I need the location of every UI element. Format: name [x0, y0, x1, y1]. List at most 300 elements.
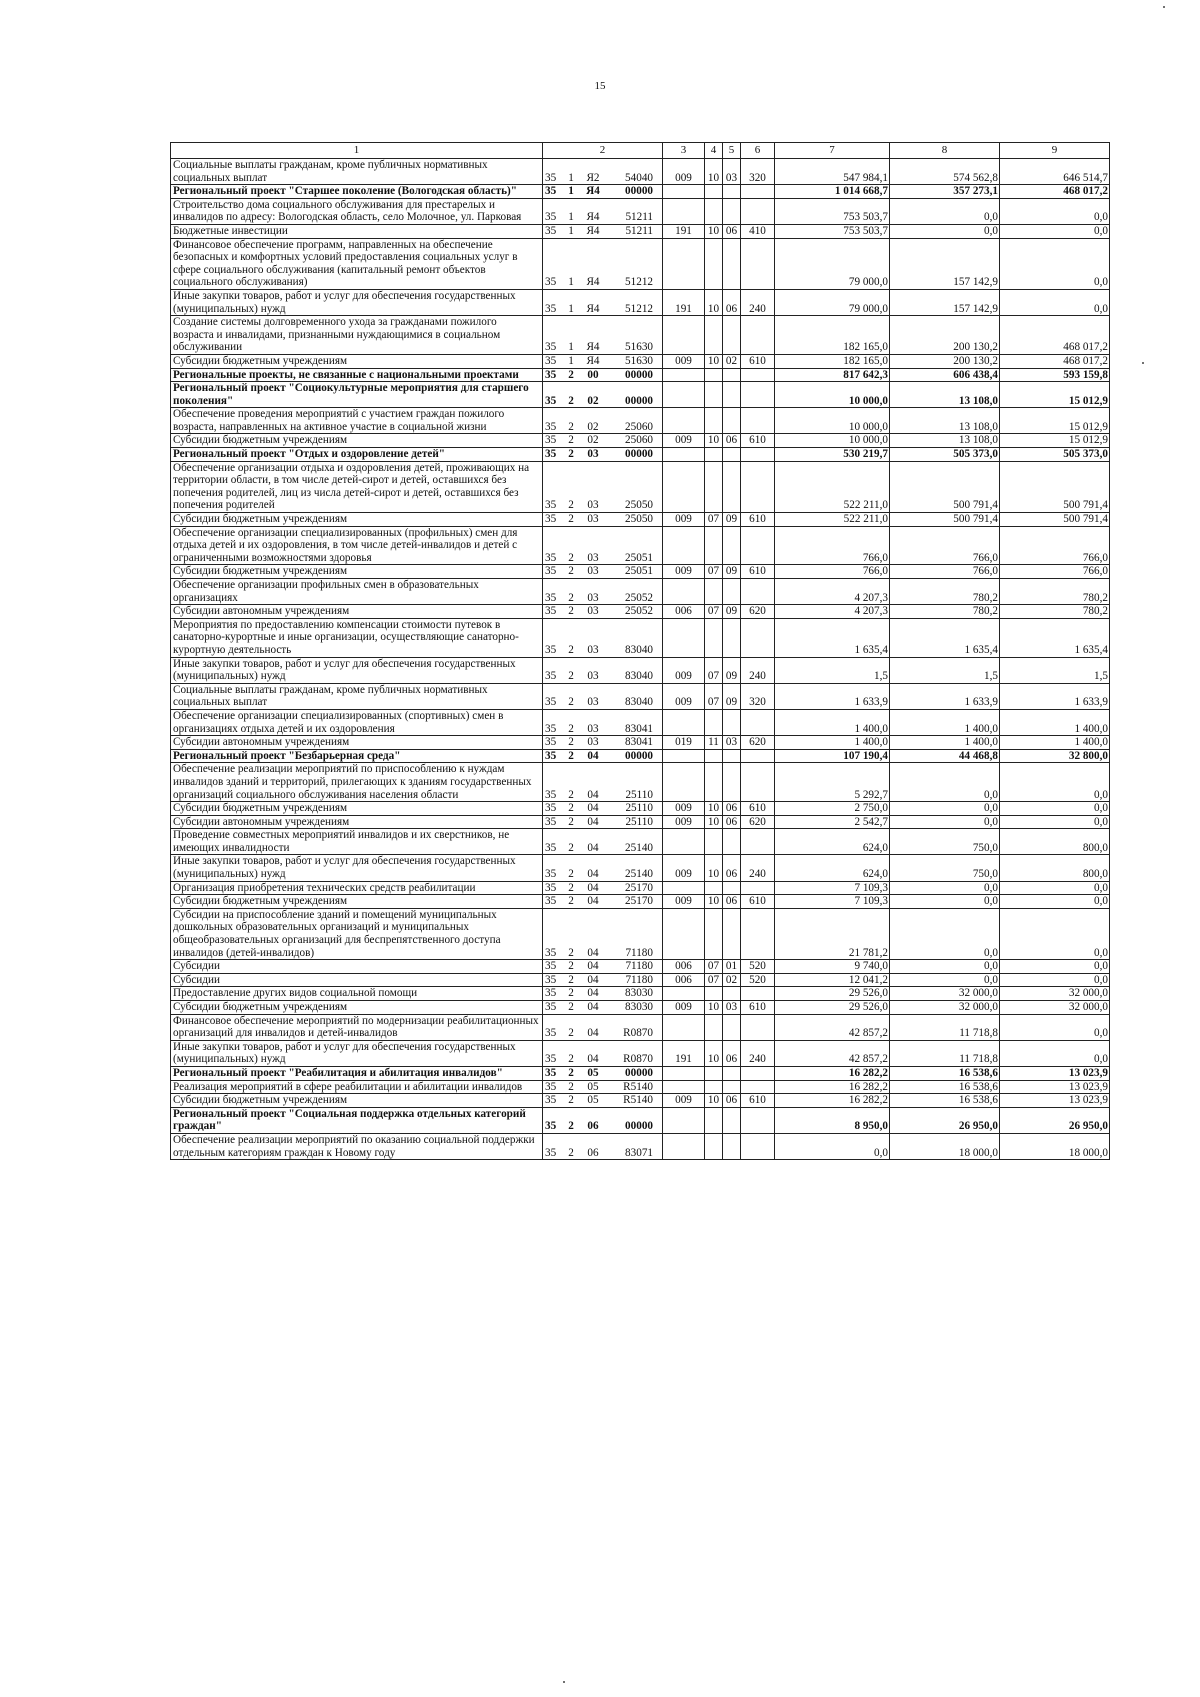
target-article-code-cell	[543, 802, 663, 816]
year3-amount-cell: 800,0	[1000, 855, 1110, 881]
subsection-cell	[723, 198, 741, 224]
expense-type-cell: 610	[741, 895, 775, 909]
table-row	[171, 448, 1110, 462]
row-name-cell: Организация приобретения технических средств реабилитации	[171, 881, 543, 895]
table-row	[171, 1001, 1110, 1015]
year3-amount-cell: 0,0	[1000, 895, 1110, 909]
row-name-cell: Региональный проект "Отдых и оздоровление детей"	[171, 448, 543, 462]
expense-type-cell	[741, 526, 775, 565]
grbs-cell: 191	[663, 1040, 705, 1066]
target-article-code-cell	[543, 224, 663, 238]
year1-amount-cell: 29 526,0	[775, 987, 890, 1001]
year1-amount-cell: 10 000,0	[775, 408, 890, 434]
year2-amount-cell: 1,5	[890, 657, 1000, 683]
table-row	[171, 368, 1110, 382]
subsection-cell	[723, 749, 741, 763]
year2-amount-cell: 157 142,9	[890, 289, 1000, 315]
section-cell: 10	[705, 1094, 723, 1108]
code-part: 2	[568, 1066, 574, 1079]
code-part: 03	[587, 696, 599, 709]
year1-amount-cell: 1 014 668,7	[775, 185, 890, 199]
code-part: Я4	[586, 341, 600, 354]
grbs-cell	[663, 709, 705, 735]
table-row	[171, 1040, 1110, 1066]
table-row	[171, 618, 1110, 657]
code-part: 2	[568, 815, 574, 828]
table-row	[171, 382, 1110, 408]
section-cell: 07	[705, 513, 723, 527]
code-part: 25060	[625, 434, 653, 447]
row-name-cell: Региональный проект "Безбарьерная среда"	[171, 749, 543, 763]
year1-amount-cell: 766,0	[775, 565, 890, 579]
year2-amount-cell: 505 373,0	[890, 448, 1000, 462]
code-part: 35	[545, 434, 557, 447]
code-part: 35	[545, 788, 557, 801]
year3-amount-cell: 32 800,0	[1000, 749, 1110, 763]
subsection-cell: 06	[723, 1040, 741, 1066]
year2-amount-cell: 32 000,0	[890, 987, 1000, 1001]
target-article-code-cell	[543, 908, 663, 959]
code-part: 35	[545, 420, 557, 433]
expense-type-cell	[741, 908, 775, 959]
row-name-cell: Субсидии на приспособление зданий и помещений муниципальных дошкольных образовательных организаций и муниципальных общеобразовательных организаций для беспрепятственного доступа инвалидов (детей-инвалидов)	[171, 908, 543, 959]
grbs-cell: 009	[663, 657, 705, 683]
subsection-cell	[723, 987, 741, 1001]
subsection-cell: 06	[723, 815, 741, 829]
code-part: 35	[545, 881, 557, 894]
grbs-cell: 009	[663, 159, 705, 185]
year2-amount-cell: 18 000,0	[890, 1133, 1000, 1159]
year3-amount-cell: 780,2	[1000, 605, 1110, 619]
row-name-cell: Субсидии автономным учреждениям	[171, 736, 543, 750]
code-part: 04	[587, 815, 599, 828]
code-part: 35	[545, 1001, 557, 1013]
target-article-code-cell	[543, 1107, 663, 1133]
code-part: 05	[587, 1080, 599, 1093]
row-name-cell: Финансовое обеспечение мероприятий по модернизации реабилитационных организаций для инвалидов и детей-инвалидов	[171, 1014, 543, 1040]
code-part: 35	[545, 960, 557, 973]
subsection-cell	[723, 461, 741, 512]
year3-amount-cell: 32 000,0	[1000, 987, 1110, 1001]
code-part: 03	[587, 670, 599, 683]
year1-amount-cell: 2 542,7	[775, 815, 890, 829]
section-cell: 10	[705, 815, 723, 829]
expense-type-cell: 610	[741, 1001, 775, 1015]
row-name-cell: Иные закупки товаров, работ и услуг для обеспечения государственных (муниципальных) нужд	[171, 855, 543, 881]
target-article-code-cell	[543, 815, 663, 829]
subsection-cell	[723, 1107, 741, 1133]
column-header: 6	[741, 143, 775, 159]
year2-amount-cell: 500 791,4	[890, 513, 1000, 527]
year3-amount-cell: 780,2	[1000, 579, 1110, 605]
year3-amount-cell: 468 017,2	[1000, 185, 1110, 199]
year1-amount-cell: 29 526,0	[775, 1001, 890, 1015]
subsection-cell	[723, 448, 741, 462]
section-cell	[705, 368, 723, 382]
year3-amount-cell: 0,0	[1000, 1040, 1110, 1066]
table-row	[171, 159, 1110, 185]
subsection-cell: 06	[723, 1094, 741, 1108]
expense-type-cell: 610	[741, 354, 775, 368]
expense-type-cell: 610	[741, 1094, 775, 1108]
code-part: 25050	[625, 513, 653, 526]
table-row	[171, 198, 1110, 224]
year3-amount-cell: 18 000,0	[1000, 1133, 1110, 1159]
code-part: R5140	[623, 1080, 653, 1093]
code-part: 25110	[625, 815, 653, 828]
code-part: 03	[587, 499, 599, 512]
year2-amount-cell: 13 108,0	[890, 382, 1000, 408]
year3-amount-cell: 766,0	[1000, 565, 1110, 579]
code-part: 2	[568, 749, 574, 762]
column-header: 7	[775, 143, 890, 159]
row-name-cell: Региональный проект "Социокультурные мероприятия для старшего поколения"	[171, 382, 543, 408]
code-part: 71180	[625, 973, 653, 986]
code-part: 2	[568, 368, 574, 381]
target-article-code-cell	[543, 238, 663, 289]
table-row	[171, 565, 1110, 579]
section-cell	[705, 908, 723, 959]
grbs-cell	[663, 1133, 705, 1159]
section-cell: 07	[705, 973, 723, 987]
year1-amount-cell: 1 400,0	[775, 709, 890, 735]
year3-amount-cell: 0,0	[1000, 960, 1110, 974]
year1-amount-cell: 16 282,2	[775, 1066, 890, 1080]
row-name-cell: Обеспечение реализации мероприятий по приспособлению к нуждам инвалидов зданий и территорий, прилегающих к зданиям государственных организаций социального обслуживания населения области	[171, 763, 543, 802]
section-cell	[705, 579, 723, 605]
code-part: 2	[568, 696, 574, 709]
column-header: 9	[1000, 143, 1110, 159]
target-article-code-cell	[543, 1001, 663, 1015]
row-name-cell: Иные закупки товаров, работ и услуг для обеспечения государственных (муниципальных) нужд	[171, 657, 543, 683]
code-part: 2	[568, 420, 574, 433]
grbs-cell	[663, 198, 705, 224]
code-part: 35	[545, 302, 557, 315]
code-part: 35	[545, 946, 557, 959]
table-row	[171, 973, 1110, 987]
code-part: 2	[568, 565, 574, 578]
year2-amount-cell: 13 108,0	[890, 434, 1000, 448]
code-part: 02	[587, 420, 599, 433]
code-part: 35	[545, 394, 557, 407]
year1-amount-cell: 753 503,7	[775, 198, 890, 224]
code-part: 35	[545, 1094, 557, 1107]
code-part: 1	[568, 185, 574, 198]
section-cell	[705, 1133, 723, 1159]
year3-amount-cell: 1 633,9	[1000, 683, 1110, 709]
row-name-cell: Обеспечение организации специализированных (профильных) смен для отдыха детей и их оздоровления, в том числе детей-инвалидов и детей с ограниченными возможностями здоровья	[171, 526, 543, 565]
year3-amount-cell: 646 514,7	[1000, 159, 1110, 185]
code-part: 25052	[625, 591, 653, 604]
section-cell: 10	[705, 159, 723, 185]
code-part: 2	[568, 434, 574, 447]
table-row	[171, 513, 1110, 527]
year2-amount-cell: 0,0	[890, 224, 1000, 238]
code-part: 25110	[625, 802, 653, 815]
year3-amount-cell: 468 017,2	[1000, 316, 1110, 355]
code-part: 03	[587, 605, 599, 618]
target-article-code-cell	[543, 618, 663, 657]
year3-amount-cell: 1 400,0	[1000, 736, 1110, 750]
row-name-cell: Субсидии бюджетным учреждениям	[171, 802, 543, 816]
table-row	[171, 657, 1110, 683]
year2-amount-cell: 780,2	[890, 605, 1000, 619]
target-article-code-cell	[543, 605, 663, 619]
code-part: 25140	[625, 868, 653, 881]
code-part: 35	[545, 513, 557, 526]
code-part: 25140	[625, 841, 653, 854]
code-part: 03	[587, 591, 599, 604]
year1-amount-cell: 9 740,0	[775, 960, 890, 974]
code-part: 00000	[625, 1066, 653, 1079]
grbs-cell: 009	[663, 802, 705, 816]
section-cell	[705, 448, 723, 462]
code-part: 2	[568, 736, 574, 749]
section-cell	[705, 461, 723, 512]
year2-amount-cell: 0,0	[890, 802, 1000, 816]
section-cell	[705, 1080, 723, 1094]
code-part: 1	[568, 354, 574, 367]
code-part: 2	[568, 802, 574, 815]
code-part: 35	[545, 551, 557, 564]
code-part: 35	[545, 749, 557, 762]
year1-amount-cell: 4 207,3	[775, 605, 890, 619]
year1-amount-cell: 79 000,0	[775, 289, 890, 315]
expense-type-cell: 320	[741, 159, 775, 185]
grbs-cell	[663, 185, 705, 199]
grbs-cell: 009	[663, 565, 705, 579]
code-part: 35	[545, 987, 557, 1000]
year2-amount-cell: 500 791,4	[890, 461, 1000, 512]
code-part: 2	[568, 722, 574, 735]
year2-amount-cell: 11 718,8	[890, 1040, 1000, 1066]
code-part: 04	[587, 841, 599, 854]
target-article-code-cell	[543, 579, 663, 605]
code-part: 2	[568, 960, 574, 973]
year3-amount-cell: 766,0	[1000, 526, 1110, 565]
code-part: 25050	[625, 499, 653, 512]
code-part: Я4	[586, 211, 600, 224]
section-cell: 10	[705, 855, 723, 881]
table-row	[171, 1066, 1110, 1080]
expense-type-cell: 610	[741, 565, 775, 579]
code-part: 35	[545, 696, 557, 709]
code-part: Я4	[586, 354, 600, 367]
grbs-cell: 009	[663, 855, 705, 881]
year2-amount-cell: 0,0	[890, 881, 1000, 895]
expense-type-cell	[741, 316, 775, 355]
subsection-cell	[723, 579, 741, 605]
expense-type-cell	[741, 1107, 775, 1133]
subsection-cell: 02	[723, 354, 741, 368]
code-part: 35	[545, 1066, 557, 1079]
section-cell	[705, 763, 723, 802]
section-cell	[705, 382, 723, 408]
year3-amount-cell: 13 023,9	[1000, 1066, 1110, 1080]
section-cell	[705, 709, 723, 735]
year2-amount-cell: 1 400,0	[890, 736, 1000, 750]
code-part: 83071	[625, 1146, 653, 1159]
column-header: 1	[171, 143, 543, 159]
year2-amount-cell: 11 718,8	[890, 1014, 1000, 1040]
year3-amount-cell: 0,0	[1000, 224, 1110, 238]
year1-amount-cell: 10 000,0	[775, 382, 890, 408]
code-part: 83040	[625, 643, 653, 656]
year3-amount-cell: 0,0	[1000, 238, 1110, 289]
code-part: 2	[568, 643, 574, 656]
code-part: 51212	[625, 276, 653, 289]
grbs-cell: 009	[663, 683, 705, 709]
grbs-cell	[663, 1014, 705, 1040]
column-header: 3	[663, 143, 705, 159]
table-row	[171, 461, 1110, 512]
code-part: 25170	[625, 881, 653, 894]
target-article-code-cell	[543, 565, 663, 579]
code-part: 2	[568, 973, 574, 986]
year2-amount-cell: 606 438,4	[890, 368, 1000, 382]
table-row	[171, 224, 1110, 238]
code-part: 35	[545, 722, 557, 735]
grbs-cell	[663, 1107, 705, 1133]
expense-type-cell: 240	[741, 657, 775, 683]
year3-amount-cell: 500 791,4	[1000, 513, 1110, 527]
target-article-code-cell	[543, 1066, 663, 1080]
subsection-cell	[723, 368, 741, 382]
code-part: 35	[545, 736, 557, 749]
grbs-cell: 009	[663, 513, 705, 527]
code-part: 25051	[625, 565, 653, 578]
grbs-cell	[663, 368, 705, 382]
year1-amount-cell: 16 282,2	[775, 1080, 890, 1094]
column-header: 5	[723, 143, 741, 159]
code-part: 2	[568, 394, 574, 407]
expense-type-cell	[741, 749, 775, 763]
target-article-code-cell	[543, 1040, 663, 1066]
code-part: 2	[568, 868, 574, 881]
expense-type-cell: 240	[741, 1040, 775, 1066]
target-article-code-cell	[543, 987, 663, 1001]
year2-amount-cell: 574 562,8	[890, 159, 1000, 185]
year2-amount-cell: 0,0	[890, 763, 1000, 802]
expense-type-cell	[741, 1014, 775, 1040]
code-part: 1	[568, 302, 574, 315]
section-cell: 10	[705, 1001, 723, 1015]
table-row	[171, 683, 1110, 709]
table-row	[171, 1094, 1110, 1108]
year2-amount-cell: 750,0	[890, 829, 1000, 855]
code-part: 35	[545, 341, 557, 354]
grbs-cell: 191	[663, 224, 705, 238]
year2-amount-cell: 357 273,1	[890, 185, 1000, 199]
subsection-cell: 03	[723, 159, 741, 185]
subsection-cell	[723, 709, 741, 735]
section-cell: 07	[705, 565, 723, 579]
year3-amount-cell: 0,0	[1000, 289, 1110, 315]
row-name-cell: Создание системы долговременного ухода за гражданами пожилого возраста и инвалидами, признанными нуждающимися в социальном обслуживании	[171, 316, 543, 355]
row-name-cell: Субсидии автономным учреждениям	[171, 605, 543, 619]
code-part: 35	[545, 868, 557, 881]
row-name-cell: Региональный проект "Социальная поддержка отдельных категорий граждан"	[171, 1107, 543, 1133]
expense-type-cell	[741, 408, 775, 434]
table-row	[171, 579, 1110, 605]
code-part: 51630	[625, 341, 653, 354]
year1-amount-cell: 0,0	[775, 1133, 890, 1159]
target-article-code-cell	[543, 408, 663, 434]
code-part: 2	[568, 513, 574, 526]
section-cell	[705, 881, 723, 895]
row-name-cell: Субсидии бюджетным учреждениям	[171, 1094, 543, 1108]
year1-amount-cell: 547 984,1	[775, 159, 890, 185]
year2-amount-cell: 0,0	[890, 908, 1000, 959]
code-part: 35	[545, 643, 557, 656]
grbs-cell: 009	[663, 1094, 705, 1108]
section-cell	[705, 1066, 723, 1080]
code-part: 1	[568, 171, 574, 184]
section-cell	[705, 238, 723, 289]
subsection-cell: 06	[723, 434, 741, 448]
year2-amount-cell: 1 633,9	[890, 683, 1000, 709]
grbs-cell	[663, 316, 705, 355]
code-part: 35	[545, 670, 557, 683]
target-article-code-cell	[543, 709, 663, 735]
year3-amount-cell: 593 159,8	[1000, 368, 1110, 382]
subsection-cell	[723, 618, 741, 657]
code-part: 2	[568, 841, 574, 854]
year1-amount-cell: 12 041,2	[775, 973, 890, 987]
table-row	[171, 895, 1110, 909]
section-cell	[705, 408, 723, 434]
table-row	[171, 316, 1110, 355]
code-part: 03	[587, 513, 599, 526]
table-row	[171, 736, 1110, 750]
code-part: 35	[545, 1027, 557, 1040]
code-part: 06	[587, 1146, 599, 1159]
year1-amount-cell: 530 219,7	[775, 448, 890, 462]
year1-amount-cell: 8 950,0	[775, 1107, 890, 1133]
target-article-code-cell	[543, 1133, 663, 1159]
expense-type-cell	[741, 198, 775, 224]
grbs-cell	[663, 749, 705, 763]
code-part: R0870	[623, 1053, 653, 1066]
table-row	[171, 1107, 1110, 1133]
code-part: 04	[587, 960, 599, 973]
year1-amount-cell: 1 635,4	[775, 618, 890, 657]
year1-amount-cell: 1,5	[775, 657, 890, 683]
grbs-cell	[663, 238, 705, 289]
code-part: 2	[568, 1053, 574, 1066]
subsection-cell: 06	[723, 224, 741, 238]
target-article-code-cell	[543, 368, 663, 382]
target-article-code-cell	[543, 973, 663, 987]
grbs-cell	[663, 908, 705, 959]
year2-amount-cell: 0,0	[890, 973, 1000, 987]
target-article-code-cell	[543, 1080, 663, 1094]
table-row	[171, 185, 1110, 199]
year3-amount-cell: 1 635,4	[1000, 618, 1110, 657]
scan-speck	[563, 1681, 565, 1683]
code-part: 2	[568, 499, 574, 512]
code-part: 35	[545, 1080, 557, 1093]
code-part: 2	[568, 881, 574, 894]
grbs-cell	[663, 1066, 705, 1080]
subsection-cell	[723, 763, 741, 802]
year3-amount-cell: 13 023,9	[1000, 1080, 1110, 1094]
code-part: 35	[545, 368, 557, 381]
code-part: 00000	[625, 749, 653, 762]
year3-amount-cell: 800,0	[1000, 829, 1110, 855]
code-part: 83030	[625, 1001, 653, 1013]
grbs-cell: 006	[663, 605, 705, 619]
